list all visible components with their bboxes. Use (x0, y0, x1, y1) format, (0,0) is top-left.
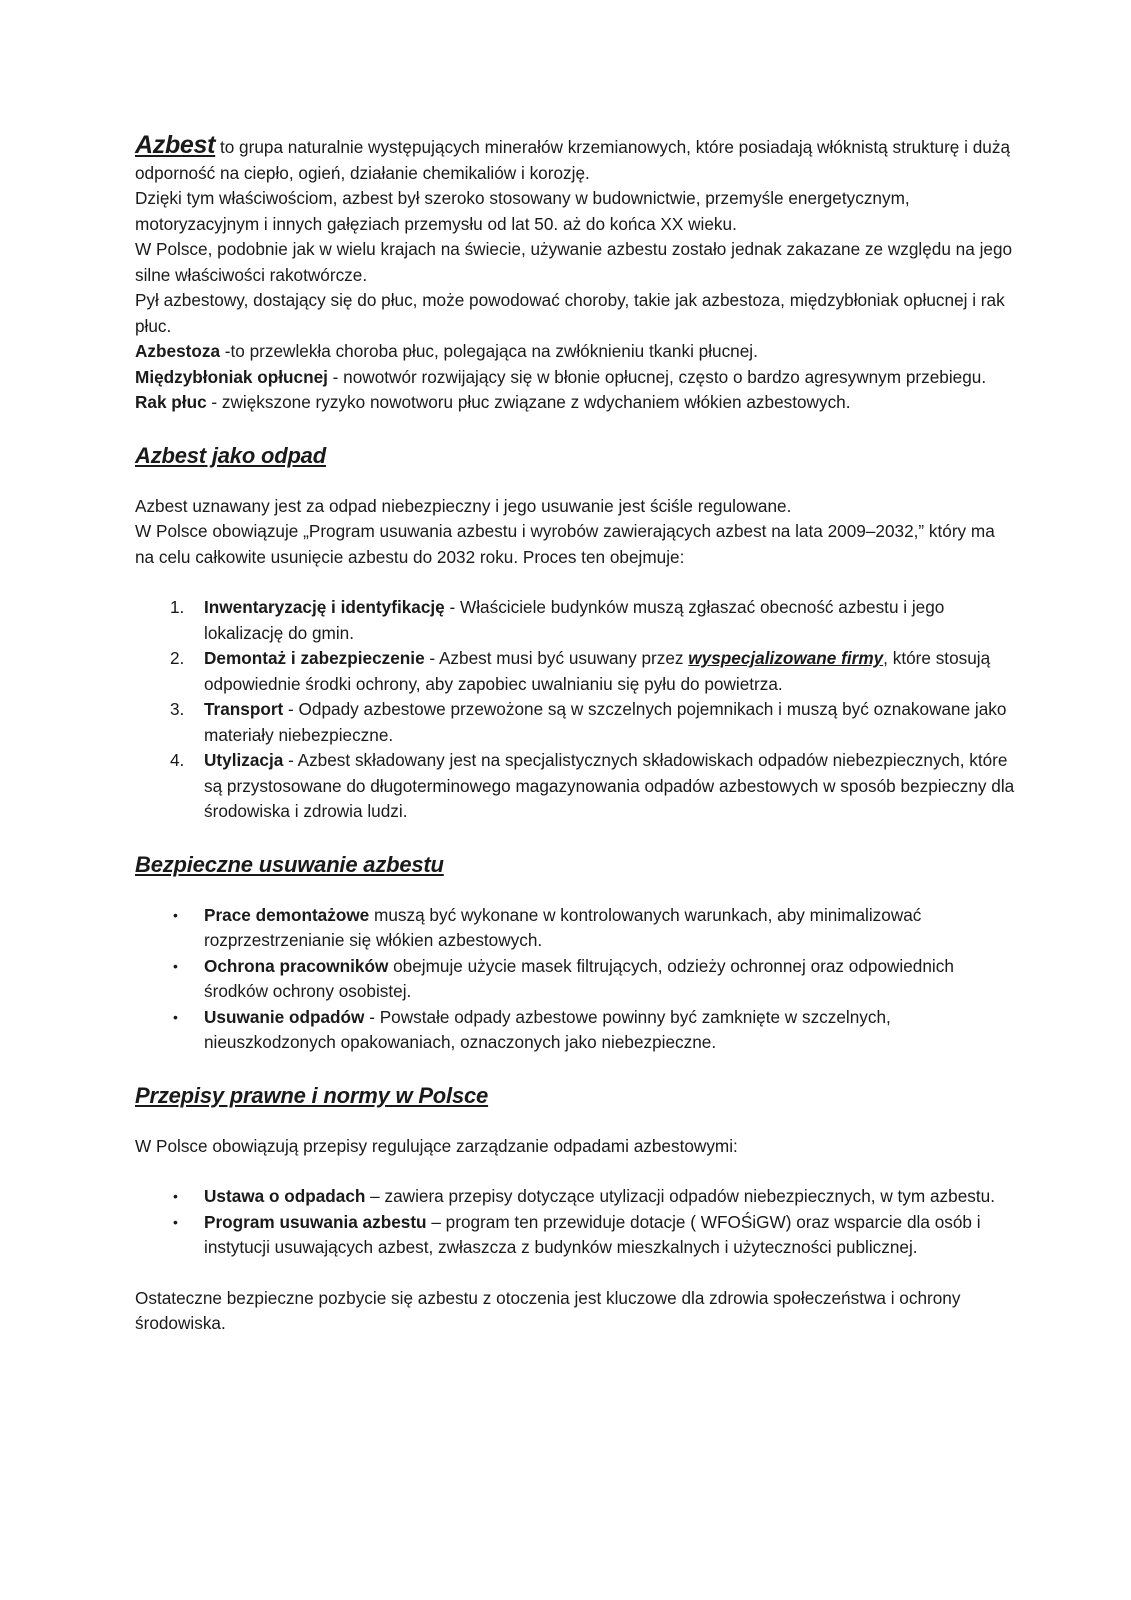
definition-term: Azbestoza (135, 341, 220, 361)
list-item (135, 646, 1015, 697)
definition-text: -to przewlekła choroba płuc, polegająca na zwłóknieniu tkanki płucnej. (220, 341, 758, 361)
regulations-list (135, 1184, 1015, 1261)
list-item-term: Ochrona pracowników (204, 955, 389, 976)
list-item-term: Transport (204, 699, 284, 719)
list-item-text: - Powstałe odpady azbestowe powinny być zamknięte w szczelnych, nieuszkodzonych opakowaniach, oznaczonych jako niebezpieczne. (204, 1006, 891, 1052)
bullet-icon: • (173, 1188, 178, 1204)
bullet-icon: • (173, 957, 178, 974)
section1-paragraph-2: W Polsce obowiązuje „Program usuwania azbestu i wyrobów zawierających azbest na lata 2009–2032,” który ma na celu całkowite usunięcie azbestu do 2032 roku. Proces ten obejmuje: (135, 521, 995, 567)
intro-text: to grupa naturalnie występujących minerałów krzemianowych, które posiadają włóknistą strukturę i dużą odporność na ciepło, ogień, działanie chemikaliów i korozję. (135, 137, 1011, 183)
definition-term: Międzybłoniak opłucnej (135, 366, 328, 387)
list-item-text: - Azbest składowany jest na specjalistycznych składowiskach odpadów niebezpiecznych, które są przystosowane do długoterminowego magazynowania odpadów azbestowych w sposób bezpieczny dla środowiska i zdrowia ludzi. (204, 750, 1015, 821)
list-item-text: - Właściciele budynków muszą zgłaszać obecność azbestu i jego lokalizację do gmin. (204, 597, 945, 643)
definition-text: - nowotwór rozwijający się w błonie opłucnej, często o bardzo agresywnym przebiegu. (327, 366, 987, 387)
list-item-term: Inwentaryzację i identyfikację (204, 597, 445, 617)
list-item-text: – zawiera przepisy dotyczące utylizacji odpadów niebezpiecznych, w tym azbestu. (365, 1186, 995, 1206)
list-item-term: Program usuwania azbestu (204, 1211, 427, 1232)
list-number: 1. (170, 597, 185, 617)
list-item-text: , które stosują odpowiednie środki ochrony, aby zapobiec uwalnianiu się pyłu do powietrza. (204, 648, 991, 694)
list-item (135, 903, 1015, 954)
list-item (135, 1005, 1015, 1056)
intro-paragraph-3: W Polsce, podobnie jak w wielu krajach na świecie, używanie azbestu zostało jednak zakazane ze względu na jego silne właściwości rakotwórcze. (135, 239, 1013, 285)
intro-paragraph (135, 133, 1015, 186)
definition-text: - zwiększone ryzyko nowotworu płuc związane z wdychaniem włókien azbestowych. (206, 392, 851, 412)
specialized-companies-link[interactable]: wyspecjalizowane firmy (688, 648, 884, 668)
list-item-text: – program ten przewiduje dotacje ( WFOŚiGW) oraz wsparcie dla osób i instytucji usuwających azbest, zwłaszcza z budynków mieszkalnych i użyteczności publicznej. (204, 1211, 981, 1257)
definition-term: Rak płuc (135, 392, 207, 412)
list-number: 4. (170, 750, 185, 770)
list-item (135, 697, 1015, 748)
list-item-term: Demontaż i zabezpieczenie (204, 648, 425, 668)
list-item (135, 595, 1015, 646)
list-item (135, 748, 1015, 825)
intro-paragraph-4: Pył azbestowy, dostający się do płuc, może powodować choroby, takie jak azbestoza, międzybłoniak opłucnej i rak płuc. (135, 290, 1005, 336)
list-item (135, 1210, 1015, 1261)
section-heading-regulations: Przepisy prawne i normy w Polsce (135, 1082, 489, 1108)
document-page (135, 133, 1015, 1337)
bullet-icon: • (173, 1008, 178, 1025)
closing-paragraph: Ostateczne bezpieczne pozbycie się azbestu z otoczenia jest kluczowe dla zdrowia społeczeństwa i ochrony środowiska. (135, 1287, 961, 1333)
bullet-icon: • (173, 906, 178, 923)
list-item-term: Ustawa o odpadach (204, 1186, 366, 1206)
list-item-text: - Azbest musi być usuwany przez (424, 648, 689, 668)
list-item-term: Utylizacja (204, 750, 284, 770)
list-item-text: - Odpady azbestowe przewożone są w szczelnych pojemnikach i muszą być oznakowane jako materiały niebezpieczne. (204, 699, 1007, 745)
section1-paragraph-1: Azbest uznawany jest za odpad niebezpieczny i jego usuwanie jest ściśle regulowane. (135, 495, 792, 516)
definition-asbestosis (135, 339, 1015, 365)
list-item-text: muszą być wykonane w kontrolowanych warunkach, aby minimalizować rozprzestrzenianie się włókien azbestowych. (204, 904, 922, 950)
list-item (135, 1184, 1015, 1210)
list-item-term: Usuwanie odpadów (204, 1006, 365, 1027)
list-item (135, 954, 1015, 1005)
lead-term: Azbest (135, 131, 216, 159)
process-list (135, 595, 1015, 825)
list-item-text: obejmuje użycie masek filtrujących, odzieży ochronnej oraz odpowiednich środków ochrony osobistej. (204, 955, 954, 1001)
safe-removal-list (135, 903, 1015, 1056)
bullet-icon: • (173, 1213, 178, 1230)
intro-paragraph-2: Dzięki tym właściwościom, azbest był szeroko stosowany w budownictwie, przemyśle energetycznym, motoryzacyjnym i innych gałęziach przemysłu od lat 50. aż do końca XX wieku. (135, 188, 910, 234)
list-number: 3. (170, 699, 185, 719)
section-heading-waste: Azbest jako odpad (135, 442, 326, 468)
definition-mesothelioma (135, 365, 1015, 391)
list-item-term: Prace demontażowe (204, 904, 370, 925)
list-number: 2. (170, 648, 185, 668)
definition-lung-cancer (135, 390, 1015, 416)
section3-paragraph-1: W Polsce obowiązują przepisy regulujące zarządzanie odpadami azbestowymi: (135, 1135, 738, 1156)
section-heading-safe-removal: Bezpieczne usuwanie azbestu (135, 851, 444, 877)
